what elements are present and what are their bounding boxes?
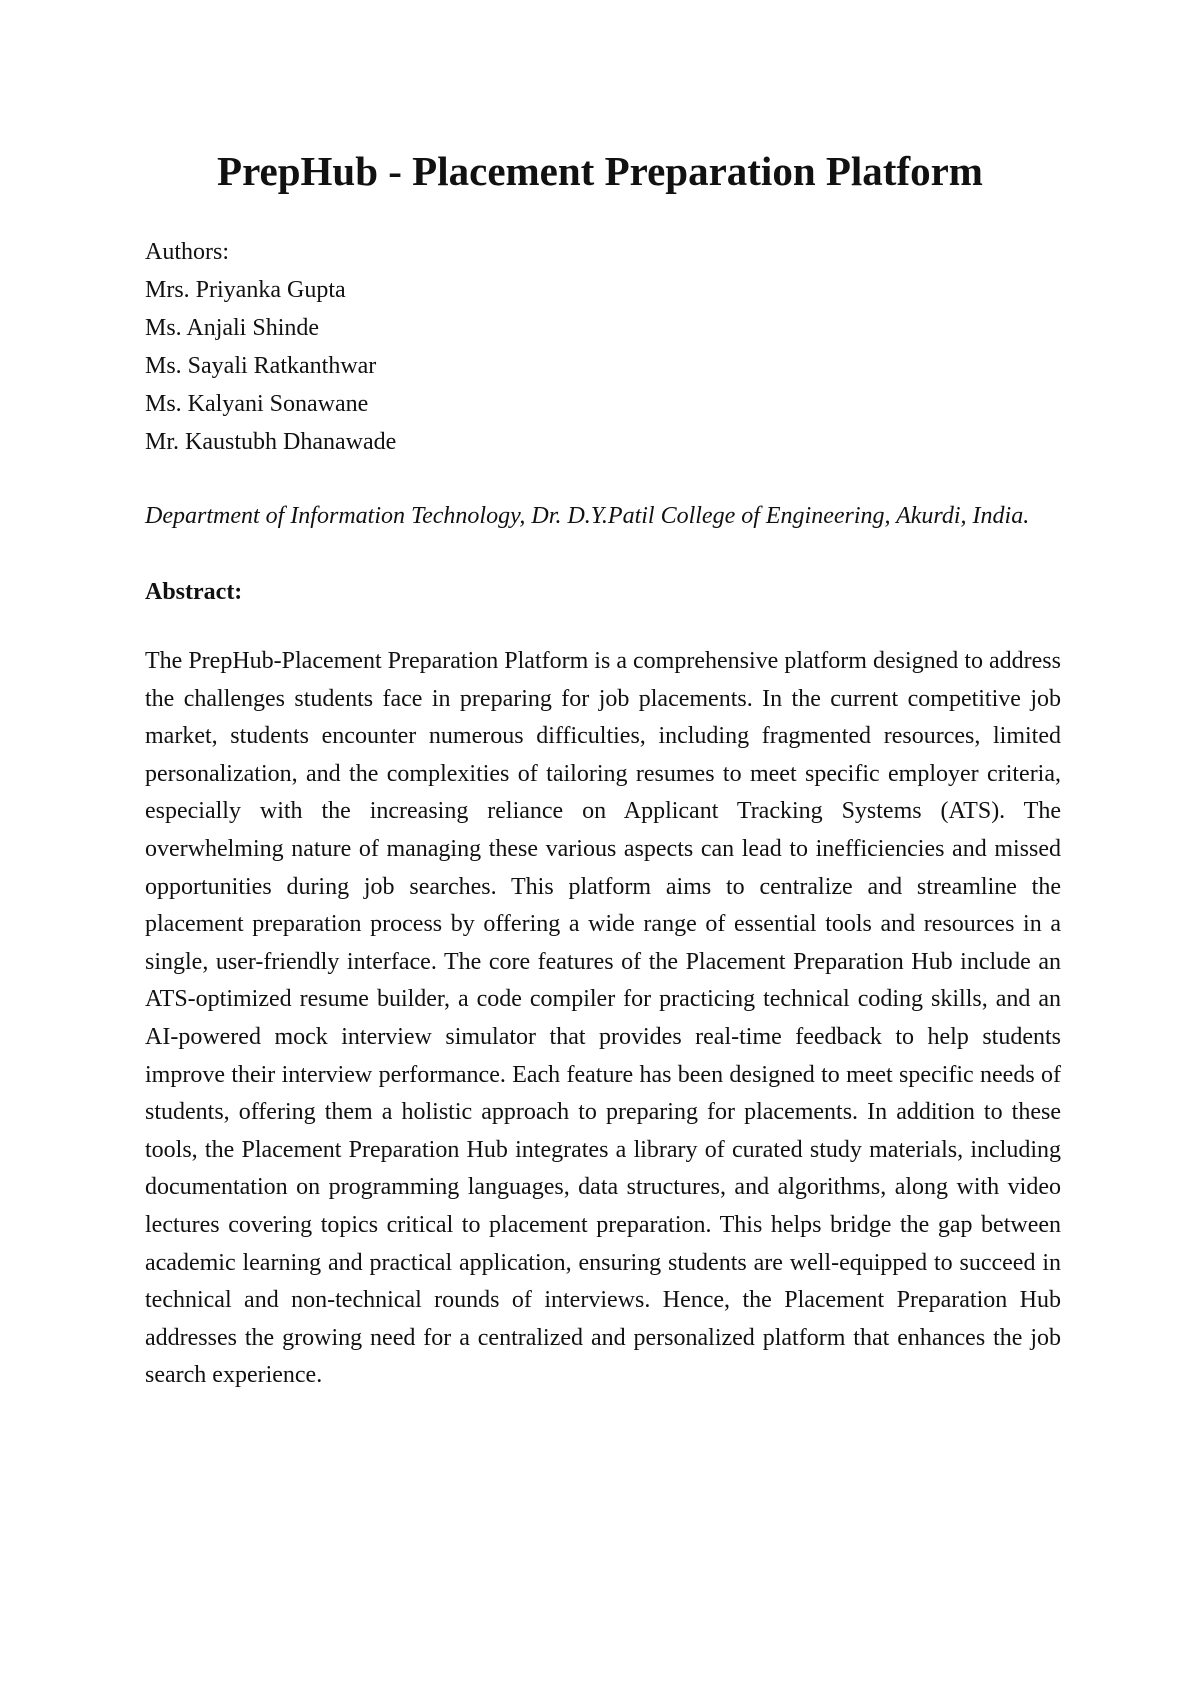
author-name: Mr. Kaustubh Dhanawade: [145, 429, 397, 455]
author-name: Ms. Kalyani Sonawane: [145, 391, 369, 417]
paper-body: [145, 233, 1061, 1395]
abstract-text: The PrepHub-Placement Preparation Platform is a comprehensive platform designed to address the challenges students face in preparing for job placements. In the current competitive job market, students encounter numerous difficulties, including fragmented resources, limited personalization, and the complexities of tailoring resumes to meet specific employer criteria, especially with the increasing reliance on Applicant Tracking Systems (ATS). The overwhelming nature of managing these various aspects can lead to inefficiencies and missed opportunities during job searches. This platform aims to centralize and streamline the placement preparation process by offering a wide range of essential tools and resources in a single, user-friendly interface. The core features of the Placement Preparation Hub include an ATS-optimized resume builder, a code compiler for practicing technical coding skills, and an AI-powered mock interview simulator that provides real-time feedback to help students improve their interview performance. Each feature has been designed to meet specific needs of students, offering them a holistic approach to preparing for placements. In addition to these tools, the Placement Preparation Hub integrates a library of curated study materials, including documentation on programming languages, data structures, and algorithms, along with video lectures covering topics critical to placement preparation. This helps bridge the gap between academic learning and practical application, ensuring students are well-equipped to succeed in technical and non-technical rounds of interviews. Hence, the Placement Preparation Hub addresses the growing need for a centralized and personalized platform that enhances the job search experience.: [145, 648, 1061, 1389]
affiliation: Department of Information Technology, Dr. D.Y.Patil College of Engineering, Akurdi, India.: [145, 503, 1030, 529]
authors-list: [145, 271, 1061, 461]
paper-title: PrepHub - Placement Preparation Platform: [217, 148, 983, 194]
author-name: Ms. Anjali Shinde: [145, 315, 320, 341]
abstract-heading: Abstract:: [145, 579, 243, 605]
authors-label: Authors:: [145, 239, 229, 265]
author-name: Ms. Sayali Ratkanthwar: [145, 353, 377, 379]
author-name: Mrs. Priyanka Gupta: [145, 277, 346, 303]
